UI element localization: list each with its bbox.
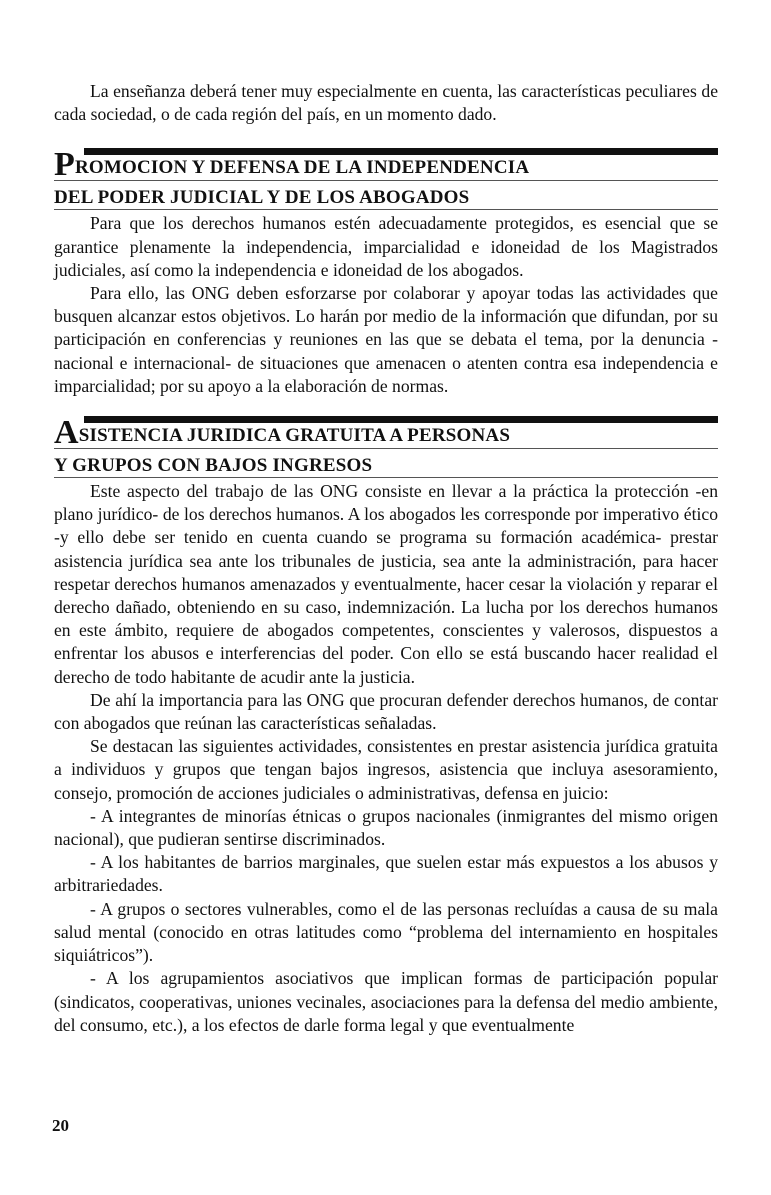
section-heading [54,148,718,210]
heading-line-2: DEL PODER JUDICIAL Y DE LOS ABOGADOS [54,187,718,210]
paragraph: Para que los derechos humanos estén adecuadamente protegidos, es esencial que se garantice plenamente la independencia, imparcialidad e idoneidad de los Magistrados judiciales, así como la independencia e idoneidad de los abogados. [54,213,718,280]
paragraph: Este aspecto del trabajo de las ONG consiste en llevar a la práctica la protección -en plano jurídico- de los derechos humanos. A los abogados les corresponde por imperativo ético -y ello debe ser tenido en cuenta cuando se programa su formación académica- prestar asistencia jurídica sea ante los tribunales de justicia, sea ante la administración, para hacer respetar derechos humanos amenazados y eventualmente, hacer cesar la violación y reparar el derecho dañado, obteniendo en su caso, indemnización. La lucha por los derechos humanos en este ámbito, requiere de abogados competentes, conscientes y valerosos, dispuestos a enfrentar los abusos e interferencias del poder. Con ello se está buscando hacer realidad el derecho de todo habitante de acudir ante la justicia. [54,481,718,687]
paragraph: Para ello, las ONG deben esforzarse por colaborar y apoyar todas las actividades que busquen alcanzar estos objetivos. Lo harán por medio de la información que difundan, por su participación en conferencias y reuniones en las que se debata el tema, por la denuncia -nacional e internacional- de situaciones que amenacen o atenten contra esa independencia e imparcialidad; por su apoyo a la elaboración de normas. [54,283,718,396]
heading-line-1 [54,146,718,184]
list-item: - A los agrupamientos asociativos que implican formas de participación popular (sindicatos, cooperativas, uniones vecinales, asociaciones para la defensa del medio ambiente, del consumo, etc.), a los efectos de darle forma legal y que eventualmente [54,968,718,1035]
page-body [54,80,718,1055]
paragraph: Se destacan las siguientes actividades, consistentes en prestar asistencia jurídica gratuita a individuos y grupos que tengan bajos ingresos, asistencia que incluya asesoramiento, consejo, promoción de acciones judiciales o administrativas, defensa en juicio: [54,736,718,803]
heading-line-1-rest: SISTENCIA JURIDICA GRATUITA A PERSONAS [78,425,511,447]
section-heading [54,416,718,478]
section-legal-assistance [54,416,718,1037]
heading-line-1 [54,414,718,452]
section-judicial-independence [54,148,718,398]
heading-initial: A [54,414,79,452]
heading-line-1-rest: ROMOCION Y DEFENSA DE LA INDEPENDENCIA [74,157,530,179]
list-item: - A grupos o sectores vulnerables, como el de las personas recluídas a causa de su mala salud mental (conocido en otras latitudes como “problema del internamiento en hospitales siquiátricos”). [54,898,718,966]
heading-initial: P [54,146,75,184]
intro-paragraph: La enseñanza deberá tener muy especialmente en cuenta, las características peculiares de cada sociedad, o de cada región del país, en un momento dado. [54,81,718,125]
list-item: - A los habitantes de barrios marginales, que suelen estar más expuestos a los abusos y arbitrariedades. [54,852,718,896]
list-item: - A integrantes de minorías étnicas o grupos nacionales (inmigrantes del mismo origen nacional), que pudieran sentirse discriminados. [54,805,718,850]
page-number: 20 [52,1116,69,1135]
paragraph: De ahí la importancia para las ONG que procuran defender derechos humanos, de contar con abogados que reúnan las características señaladas. [54,689,718,734]
heading-line-2: Y GRUPOS CON BAJOS INGRESOS [54,455,718,478]
